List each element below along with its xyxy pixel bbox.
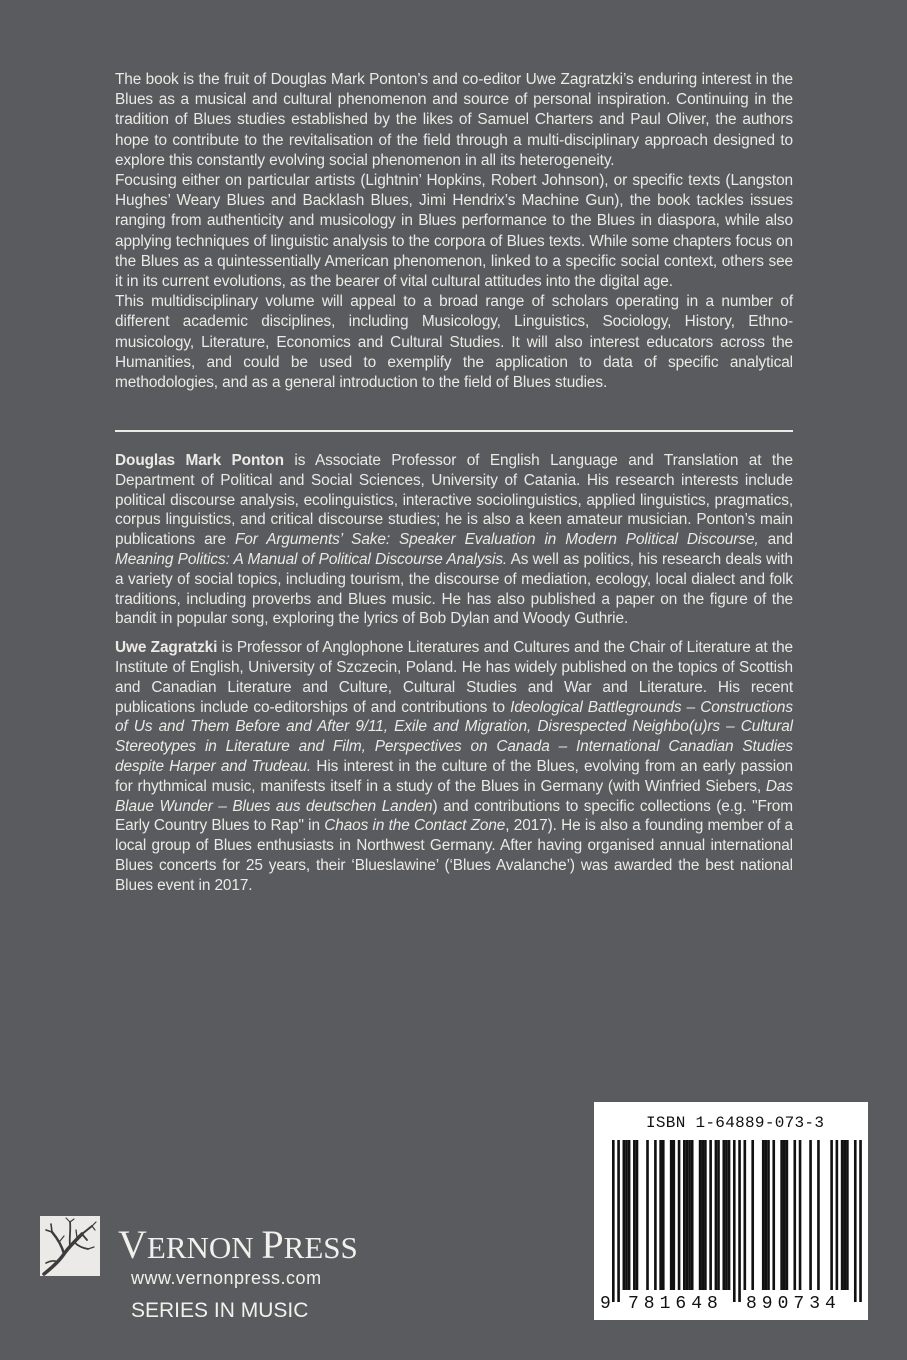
barcode-bar	[686, 1140, 689, 1290]
series-name: SERIES IN MUSIC	[131, 1299, 309, 1322]
publisher-logo	[40, 1216, 100, 1276]
publication-title: For Arguments’ Sake: Speaker Evaluation in Modern Political Discourse,	[235, 531, 768, 549]
barcode-bar	[722, 1140, 725, 1290]
barcode-bar	[762, 1140, 765, 1290]
book-description	[115, 70, 793, 393]
author-name: Douglas Mark Ponton	[115, 452, 284, 469]
barcode-bar	[688, 1140, 691, 1290]
barcode-bar	[709, 1140, 712, 1290]
barcode-bar	[662, 1140, 665, 1290]
publication-title: Chaos in the Contact Zone	[324, 817, 506, 835]
bio-text: ) and contributions to specific collections (e.g. "From Early Country Blues to Rap" in	[115, 797, 793, 835]
barcode-bar	[733, 1140, 736, 1302]
barcode-bar	[636, 1140, 639, 1290]
barcode-bar	[809, 1140, 812, 1290]
barcode-bar	[841, 1140, 844, 1290]
barcode-bar	[683, 1140, 686, 1290]
barcode-bar	[817, 1140, 820, 1290]
bio-text: is Associate Professor of English Language and Translation at the Department of Political and Social Sciences, University of Catania. His research interests include political discourse analysis, ecolinguistics, interactive sociolinguistics, applied linguistics, pragmatics, corpus linguistics, and critical discourse studies; he is also a keen amateur musician. Ponton’s main publications are	[115, 452, 794, 549]
barcode-bar	[793, 1140, 796, 1290]
barcode-bar	[738, 1140, 741, 1302]
publisher-url[interactable]: www.vernonpress.com	[131, 1268, 322, 1288]
publication-title: Meaning Politics: A Manual of Political Discourse Analysis.	[115, 550, 508, 568]
isbn-digits-right: 890734	[746, 1294, 841, 1314]
publication-title: Ideological Battlegrounds – Constructions of Us and Them Before and After 9/11, Exile and Migration, Disrespected Neighbo(u)rs – Cultural Stereotypes in Literature and Film, Perspectives on Canada – International Canadian Studies despite Harper and Trudeau.	[115, 698, 793, 775]
barcode-bar	[780, 1140, 783, 1290]
barcode-bar	[623, 1140, 626, 1290]
publisher-name-part: ERNON	[146, 1230, 262, 1265]
barcode-bar	[843, 1140, 846, 1290]
barcode-bar	[715, 1140, 718, 1290]
barcode-bar	[612, 1140, 615, 1302]
barcode-bar	[659, 1140, 662, 1290]
barcode-bars	[594, 1102, 868, 1320]
barcode-bar	[836, 1140, 839, 1290]
tree-branch-icon	[40, 1216, 100, 1276]
isbn-digits-left: 781648	[628, 1294, 723, 1314]
publisher-name	[118, 1223, 358, 1270]
barcode-bar	[767, 1140, 770, 1290]
barcode-bar	[704, 1140, 707, 1290]
description-paragraph-3: This multidisciplinary volume will appeal to a broad range of scholars operating in a number of different academic disciplines, including Musicology, Linguistics, Sociology, History, Ethno-musicology, Literature, Economics and Cultural Studies. It will also interest educators across the Humanities, and could be used to exemplify the application to data of specific analytical methodologies, and as a general introduction to the field of Blues studies.	[115, 293, 793, 392]
publisher-name-initial: P	[261, 1222, 284, 1267]
barcode-bar	[617, 1140, 620, 1302]
barcode-bar	[728, 1140, 731, 1290]
barcode-bar	[646, 1140, 649, 1290]
isbn-label: ISBN 1-64889-073-3	[646, 1114, 825, 1132]
author-name: Uwe Zagratzki	[115, 639, 218, 657]
barcode-bar	[786, 1140, 789, 1290]
barcode-bar	[830, 1140, 833, 1290]
barcode-bar	[625, 1140, 628, 1290]
barcode-bar	[854, 1140, 857, 1302]
barcode-bar	[670, 1140, 673, 1290]
barcode-bar	[751, 1140, 754, 1290]
section-divider	[115, 430, 793, 432]
barcode-bar	[672, 1140, 675, 1290]
barcode-bar	[772, 1140, 775, 1290]
isbn-first-digit: 9	[600, 1294, 611, 1314]
barcode-bar	[783, 1140, 786, 1290]
barcode-bar	[699, 1140, 702, 1290]
barcode-bar	[717, 1140, 720, 1290]
publisher-name-part: RESS	[283, 1230, 358, 1265]
barcode-bar	[725, 1140, 728, 1290]
barcode-bar	[691, 1140, 694, 1290]
author-bios	[115, 451, 793, 905]
barcode-bar	[628, 1140, 631, 1290]
bio-zagratzki	[115, 638, 793, 895]
barcode-bar	[859, 1140, 862, 1302]
publisher-name-initial: V	[118, 1222, 147, 1267]
bio-text: As well as politics, his research deals with a variety of social topics, including tourism, the discourse of mediation, ecology, local dialect and folk traditions, including proverbs and Blues music. He has also published a paper on the figure of the bandit in popular song, exploring the lyrics of Bob Dylan and Woody Guthrie.	[115, 550, 793, 628]
barcode-bar	[633, 1140, 636, 1290]
description-paragraph-1: The book is the fruit of Douglas Mark Ponton’s and co-editor Uwe Zagratzki’s enduring interest in the Blues as a musical and cultural phenomenon and source of personal inspiration. Continuing in the tradition of Blues studies established by the likes of Samuel Charters and Paul Oliver, the authors hope to contribute to the revitalisation of the field through a multi-disciplinary approach designed to explore this constantly evolving social phenomenon in all its heterogeneity.	[115, 71, 793, 169]
isbn-barcode	[594, 1102, 868, 1320]
barcode-bar	[765, 1140, 768, 1290]
bio-text: and	[767, 531, 793, 549]
barcode-bar	[701, 1140, 704, 1290]
barcode-bar	[678, 1140, 681, 1290]
bio-ponton	[115, 451, 793, 629]
publication-title: Das Blaue Wunder – Blues aus deutschen Landen	[115, 777, 793, 815]
barcode-bar	[846, 1140, 849, 1290]
barcode-bar	[799, 1140, 802, 1290]
barcode-bar	[654, 1140, 657, 1290]
description-paragraph-2: Focusing either on particular artists (Lightnin’ Hopkins, Robert Johnson), or specific texts (Langston Hughes’ Weary Blues and Backlash Blues, Jimi Hendrix’s Machine Gun), the book tackles issues ranging from authenticity and musicology in Blues performance to the Blues in diaspora, while also applying techniques of linguistic analysis to the corpora of Blues texts. While some chapters focus on the Blues as a quintessentially American phenomenon, linked to a specific social context, others see it in its current evolutions, as the bearer of vital cultural attitudes into the digital age.	[115, 172, 793, 291]
bio-text: , 2017). He is also a founding member of a local group of Blues enthusiasts in Northwest Germany. After having organised annual international Blues concerts for 25 years, their ‘Blueslawine’ (‘Blues Avalanche’) was awarded the best national Blues event in 2017.	[115, 817, 793, 894]
bio-text: is Professor of Anglophone Literatures and Cultures and the Chair of Literature at the Institute of English, University of Szczecin, Poland. He has widely published on the topics of Scottish and Canadian Literature and Culture, Cultural Studies and War and Literature. His recent publications include co-editorships of and contributions to	[115, 639, 793, 716]
bio-text: His interest in the culture of the Blues, evolving from an early passion for rhythmical music, manifests itself in a study of the Blues in Germany (with Winfried Siebers,	[115, 757, 793, 795]
barcode-bar	[744, 1140, 747, 1290]
